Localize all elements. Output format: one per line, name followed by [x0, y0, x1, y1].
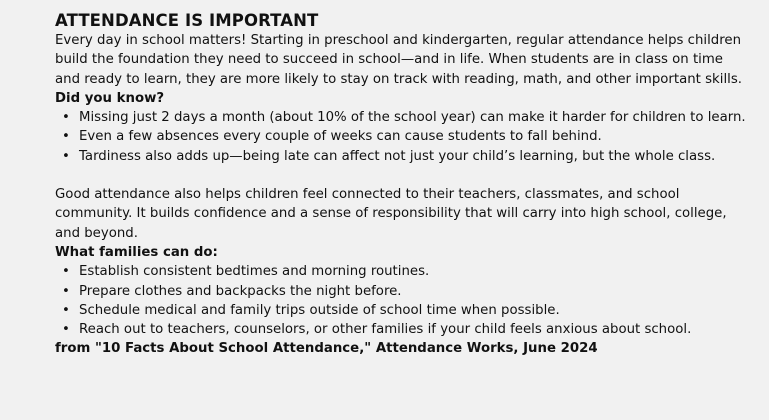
list-item: • Tardiness also adds up—being late can affect not just your child’s learning, but the whole class.: [55, 147, 749, 166]
list-item: • Missing just 2 days a month (about 10% of the school year) can make it harder for children to learn.: [55, 108, 749, 127]
list-item: • Prepare clothes and backpacks the night before.: [55, 282, 749, 301]
intro-paragraph: Every day in school matters! Starting in preschool and kindergarten, regular attendance helps children build the foundation they need to succeed in school—and in life. When students are in class on time and ready to learn, they are more likely to stay on track with reading, math, and other important skills.: [55, 33, 742, 87]
list-item: • Reach out to teachers, counselors, or other families if your child feels anxious about school.: [55, 320, 749, 339]
did-you-know-list: [55, 108, 749, 166]
list-item: • Establish consistent bedtimes and morning routines.: [55, 262, 749, 281]
source-citation: from "10 Facts About School Attendance," Attendance Works, June 2024: [55, 341, 598, 357]
list-item: • Even a few absences every couple of weeks can cause students to fall behind.: [55, 127, 749, 146]
list-item: • Schedule medical and family trips outside of school time when possible.: [55, 301, 749, 320]
page-title: ATTENDANCE IS IMPORTANT: [55, 11, 319, 30]
connection-paragraph: Good attendance also helps children feel connected to their teachers, classmates, and school community. It builds confidence and a sense of responsibility that will carry into high school, college, and beyond.: [55, 187, 727, 241]
section-gap: [55, 166, 749, 185]
families-list: [55, 262, 749, 339]
families-heading: What families can do:: [55, 244, 218, 260]
did-you-know-heading: Did you know?: [55, 90, 165, 106]
